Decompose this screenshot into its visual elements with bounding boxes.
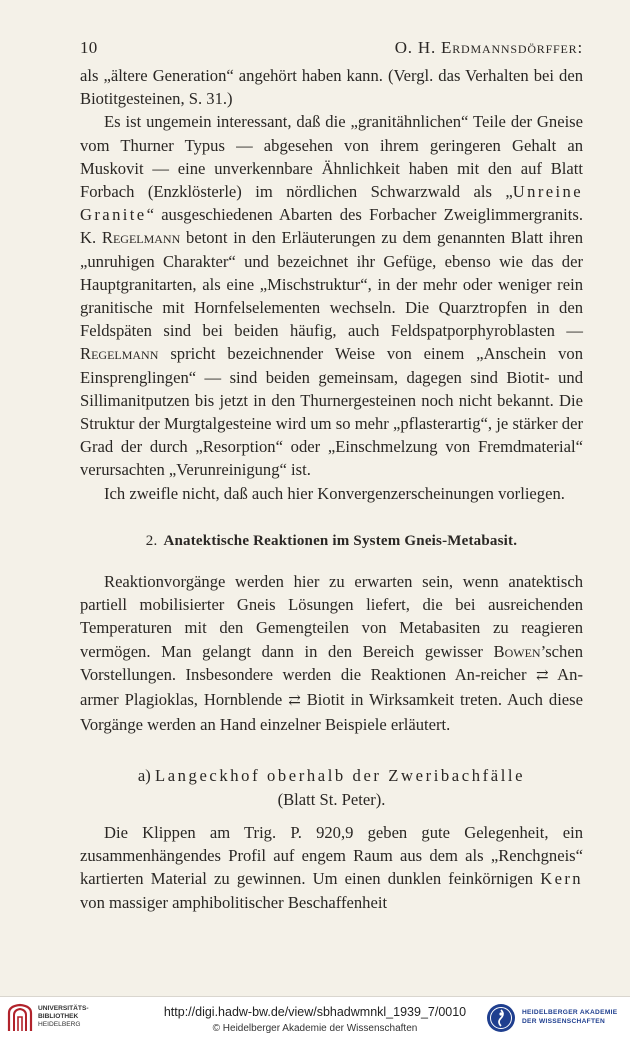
paragraph-text: von massiger amphibolitischer Beschaffenheit [80,892,388,912]
paragraph-text: Es ist ungemein interessant, daß die „granitähnlichen“ Teile der Gneise vom Thurner Typus — abgesehen von ihrem geringeren Gehalt an Muskovit — eine unverkennbare Ähnlichkeit haben mit den auf Blatt Forbach (Enzklösterle) im nördlichen Schwarzwald als „ [80,112,583,202]
location-sheet: (Blatt St. Peter). [277,789,386,809]
running-author: O. H. Erdmannsdörffer: [394,38,583,57]
paragraph-granite-comparison [80,110,583,481]
paragraph-text: “ ausgeschiedenen Abarten des Forbacher Zweiglimmergranits. K. [80,205,583,248]
library-name-line: HEIDELBERG [38,1021,81,1028]
section-heading [80,530,583,553]
spaced-term: Kern [540,869,583,889]
author-name: Regelmann [80,344,159,364]
library-name-line: BIBLIOTHEK [38,1013,79,1020]
academy-name-line: HEIDELBERGER AKADEMIE [522,1009,618,1016]
location-name: Langeckhof oberhalb der Zweribachfälle [154,766,526,786]
paragraph-text: Ich zweifle nicht, daß auch hier Konvergenzerscheinungen vorliegen. [104,483,565,503]
paragraph-text: ’schen Vorstellungen. Insbesondere werden die Reaktionen An-reicher [80,641,583,684]
academy-name [522,1008,617,1026]
location-name-line [80,764,583,787]
running-header [80,38,583,58]
paragraph-text: Biotit in Wirksamkeit treten. Auch diese Vorgänge werden an Hand einzelner Beispiele erläutert. [80,690,583,735]
section-title: Anatektische Reaktionen im System Gneis-Metabasit. [163,532,518,549]
paragraph-text: Die Klippen am Trig. P. 920,9 geben gute Gelegenheit, ein zusammenhängendes Profil auf engem Raum aus dem als „Renchgneis“ kartierten Material zu gewinnen. Um einen dunklen feinkörnigen [80,822,583,889]
permalink[interactable]: http://digi.hadw-bw.de/view/sbhadwmnkl_1939_7/0010 [163,1005,467,1019]
paragraph-text: betont in den Erläuterungen zu dem genannten Blatt ihren „unruhigen Charakter“ und bezeichnet ihr Gefüge, ebenso wie das der Hauptgranitarten, als eine „Mischstruktur“, in der mehr oder weniger rein granitische mit Hornfelselementen wechseln. Die Quarztropfen in den Feldspäten sind bei beiden häufig, auch Feldspatporphyroblasten — [80,228,584,341]
paragraph-continuation [80,64,583,110]
location-prefix: a) [137,766,151,786]
paragraph-text: An-armer Plagioklas, Hornblende [80,664,583,710]
copyright-notice: © Heidelberger Akademie der Wissenschaften [212,1023,418,1034]
digitization-footer [0,996,630,1040]
page-number: 10 [80,38,98,57]
spaced-term: Unreine Granite [80,182,583,225]
paragraph-reactions [80,570,583,736]
paragraph-convergence [80,482,583,505]
equilibrium-arrows-icon: ⇄ [536,667,549,684]
paragraph-profile [80,821,583,914]
library-name-line: UNIVERSITÄTS- [38,1005,89,1012]
paragraph-text: spricht bezeichnender Weise von einem „Anschein von Einsprenglingen“ — sind beiden gemeinsam, dagegen sind Biotit- und Sillimanitputzen bis jetzt in den Thurnergesteinen noch nicht bekannt. Die Struktur der Murgtalgesteine wird um so mehr „pflasterartig“, je stärker der Grad der durch „Resorption“ oder „Einschmelzung von Fremdmaterial“ verursachten „Verunreinigung“ ist. [80,344,583,480]
equilibrium-arrows-icon: ⇄ [288,693,301,710]
author-name: Regelmann [101,228,181,248]
academy-logo-icon [486,1003,516,1033]
paragraph-text: als „ältere Generation“ angehört haben kann. (Vergl. das Verhalten bei den Biotitgesteinen, S. 31.) [80,66,583,109]
page-body [80,64,583,914]
location-heading [80,764,583,810]
author-name: Bowen [493,641,541,661]
paragraph-text: Reaktionvorgänge werden hier zu erwarten sein, wenn anatektisch partiell mobilisierter Gneis Lösungen liefert, die bei ausreichenden Temperaturen mit den Gemengteilen von Metabasiten zu reagieren vermögen. Man gelangt dann in den Bereich gewisser [80,572,583,661]
academy-name-line: DER WISSENSCHAFTEN [522,1018,606,1025]
section-number: 2. [145,532,158,549]
